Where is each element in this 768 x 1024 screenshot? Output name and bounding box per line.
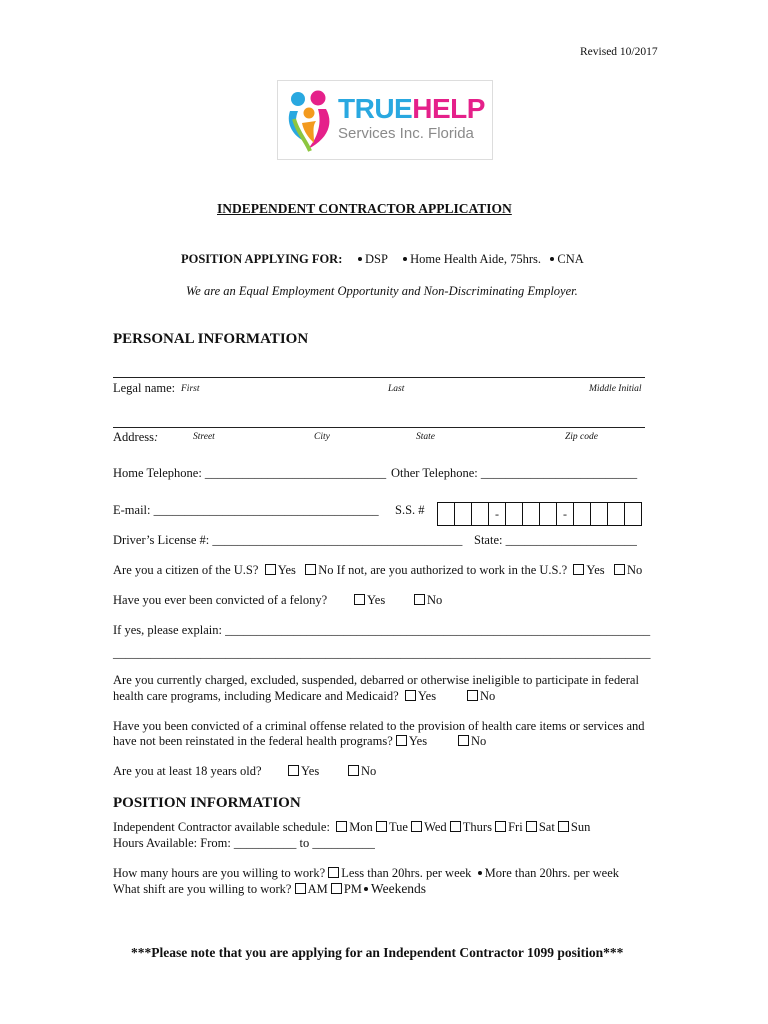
legal-name-label: Legal name: [113,381,176,395]
logo-subtitle: Services Inc. Florida [338,125,474,142]
middle-initial-hint: Middle Initial [589,384,642,394]
other-telephone-field[interactable]: Other Telephone: _________________________ [391,466,638,480]
city-hint: City [314,432,330,442]
day-mon-checkbox[interactable] [336,821,347,832]
more-than-20-bullet-icon[interactable] [478,871,482,875]
option-dsp[interactable]: DSP [358,252,387,266]
bullet-icon [403,257,407,261]
legal-name-line[interactable] [113,377,645,378]
drivers-license-field[interactable]: Driver’s License #: ________________________________________ [113,533,463,547]
explain-field-line2[interactable]: ______________________________________________________________________________________ [113,646,651,660]
felony-no-checkbox[interactable] [414,594,425,605]
shift-am-checkbox[interactable] [295,883,306,894]
street-hint: Street [193,432,215,442]
age-yes-checkbox[interactable] [288,765,299,776]
charged-question-row: health care programs, including Medicare and Medicaid? Yes [113,689,437,703]
ssn-boxes[interactable] [437,502,642,526]
day-wed-checkbox[interactable] [411,821,422,832]
day-sun-checkbox[interactable] [558,821,569,832]
age-question: Are you at least 18 years old? [113,764,262,778]
home-telephone-field[interactable]: Home Telephone: _____________________________ [113,466,387,480]
position-applying-label: POSITION APPLYING FOR: [181,252,343,266]
criminal-no-option[interactable]: No [458,734,486,749]
state-hint: State [416,432,435,442]
age-yes-option[interactable]: Yes [288,764,319,779]
hours-available-field[interactable]: Hours Available: From: __________ to __________ [113,836,375,850]
ssn-dash: - [489,503,506,525]
felony-yes-checkbox[interactable] [354,594,365,605]
criminal-yes-checkbox[interactable] [396,735,407,746]
independent-contractor-note: ***Please note that you are applying for an Independent Contractor 1099 position*** [131,945,624,960]
day-thurs-checkbox[interactable] [450,821,461,832]
people-icon [284,89,338,153]
criminal-no-checkbox[interactable] [458,735,469,746]
address-label: Address: [113,430,159,444]
eeo-statement: We are an Equal Employment Opportunity and Non-Discriminating Employer. [186,284,578,298]
charged-no-checkbox[interactable] [467,690,478,701]
personal-info-heading: PERSONAL INFORMATION [113,331,309,347]
company-logo [277,80,493,160]
last-name-hint: Last [388,384,405,394]
explain-field[interactable]: If yes, please explain: ____________________________________________________________________ [113,623,651,637]
hours-question-row: How many hours are you willing to work? Less than 20hrs. per week More than 20hrs. per week [113,866,620,880]
schedule-row: Independent Contractor available schedule: Mon Tue Wed Thurs Fri Sat Sun [113,820,591,834]
citizen-no-checkbox[interactable] [305,564,316,575]
charged-yes-checkbox[interactable] [405,690,416,701]
age-no-checkbox[interactable] [348,765,359,776]
position-info-heading: POSITION INFORMATION [113,795,301,811]
bullet-icon [358,257,362,261]
form-title: INDEPENDENT CONTRACTOR APPLICATION [217,201,512,216]
citizen-question-row: Are you a citizen of the U.S? Yes No If not, are you authorized to work in the U.S.? Yes No [113,563,643,577]
option-cna[interactable]: CNA [550,252,583,266]
citizen-yes-checkbox[interactable] [265,564,276,575]
zip-hint: Zip code [565,432,598,442]
day-sat-checkbox[interactable] [526,821,537,832]
option-hha[interactable]: Home Health Aide, 75hrs. [403,252,541,266]
day-tue-checkbox[interactable] [376,821,387,832]
email-field[interactable]: E-mail: ____________________________________ [113,503,379,517]
ssn-dash: - [557,503,574,525]
logo-wordmark: TRUEHELP [338,93,485,124]
shift-question-row: What shift are you willing to work? AM PM Weekends [113,881,427,896]
charged-question-line1: Are you currently charged, excluded, suspended, debarred or otherwise ineligible to participate in federal [113,673,639,687]
weekends-bullet-icon[interactable] [364,887,368,891]
ssn-label: S.S. # [395,503,425,517]
felony-no-option[interactable]: No [414,593,442,608]
authorized-no-checkbox[interactable] [614,564,625,575]
position-applying-row [181,252,584,267]
age-no-option[interactable]: No [348,764,376,779]
first-name-hint: First [181,384,200,394]
authorized-yes-checkbox[interactable] [573,564,584,575]
felony-yes-option[interactable]: Yes [354,593,385,608]
address-line[interactable] [113,427,645,428]
bullet-icon [550,257,554,261]
criminal-question-line1: Have you been convicted of a criminal offense related to the provision of health care items or services and [113,719,645,733]
drivers-state-field[interactable]: State: _____________________ [474,533,637,547]
day-fri-checkbox[interactable] [495,821,506,832]
revised-date: Revised 10/2017 [580,46,658,58]
charged-no-option[interactable]: No [467,689,495,704]
criminal-question-row: have not been reinstated in the federal health programs? Yes [113,734,428,748]
felony-question: Have you ever been convicted of a felony? [113,593,328,607]
shift-pm-checkbox[interactable] [331,883,342,894]
less-than-20-checkbox[interactable] [328,867,339,878]
